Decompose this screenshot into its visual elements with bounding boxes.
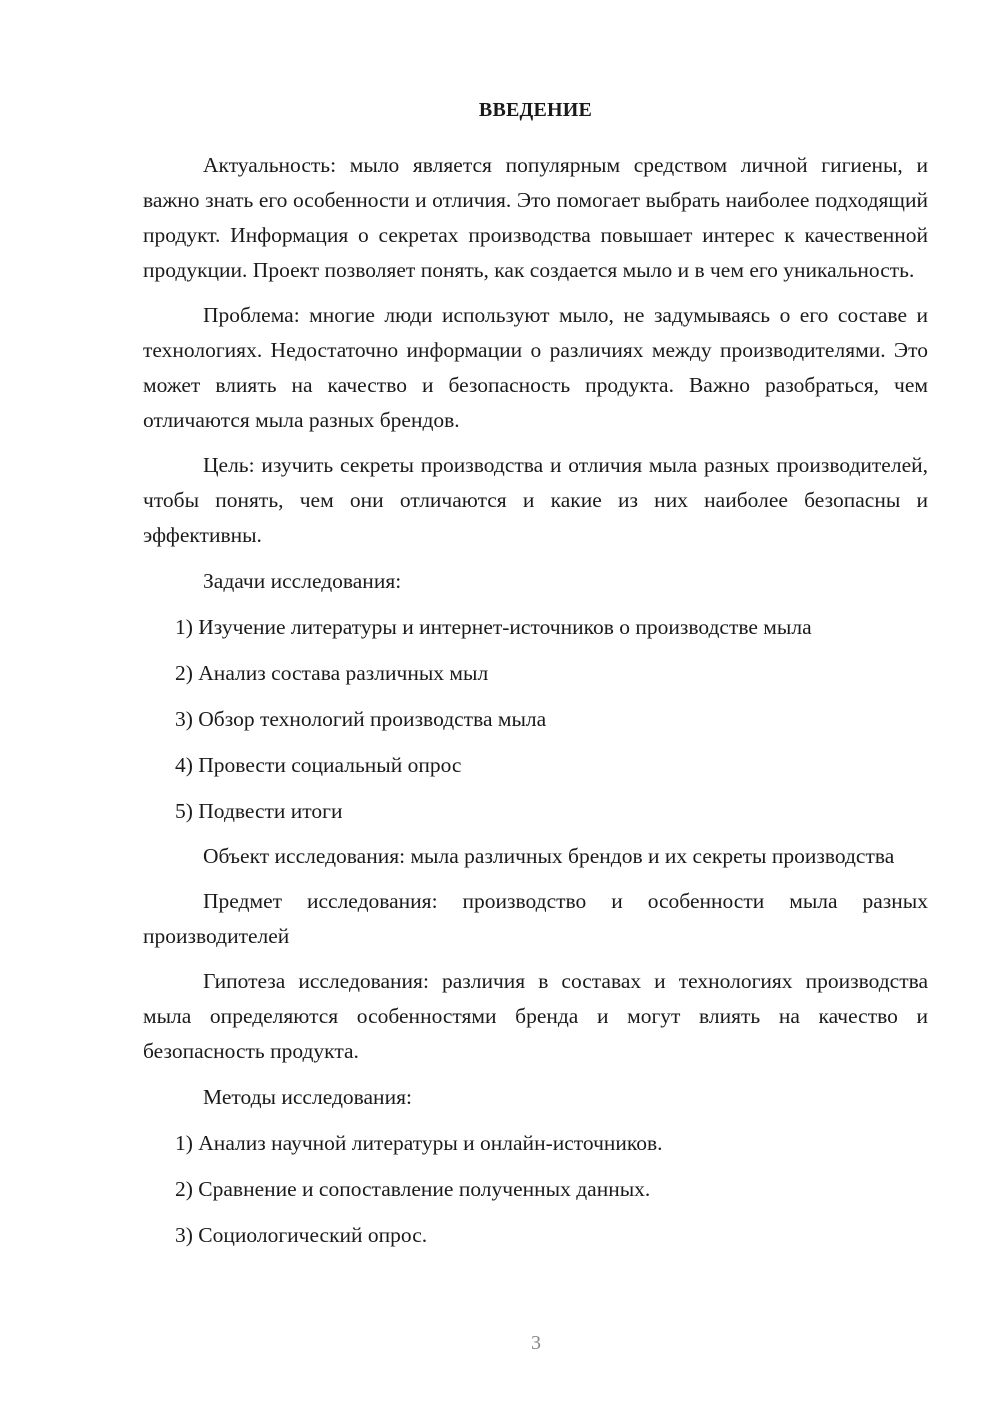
section-heading: ВВЕДЕНИЕ: [478, 99, 593, 121]
document-page: [143, 92, 928, 1263]
list-item: 5) Подвести итоги: [175, 799, 343, 823]
list-item: 3) Обзор технологий производства мыла: [175, 707, 547, 731]
goal-paragraph: Цель: изучить секреты производства и отличия мыла разных производителей, чтобы понять, чем они отличаются и какие из них наиболее безопасны и эффективны.: [143, 453, 928, 547]
methods-title: Методы исследования:: [203, 1085, 412, 1109]
relevance-paragraph: Актуальность: мыло является популярным средством личной гигиены, и важно знать его особенности и отличия. Это помогает выбрать наиболее подходящий продукт. Информация о секретах производства повышает интерес к качественной продукции. Проект позволяет понять, как создается мыло и в чем его уникальность.: [143, 153, 928, 282]
list-item: 2) Сравнение и сопоставление полученных данных.: [175, 1177, 651, 1201]
methods-list: [143, 1125, 928, 1253]
subject-paragraph: Предмет исследования: производство и особенности мыла разных производителей: [143, 889, 928, 948]
tasks-list: [143, 609, 928, 829]
list-item: 4) Провести социальный опрос: [175, 753, 462, 777]
list-item: 3) Социологический опрос.: [175, 1223, 428, 1247]
problem-paragraph: Проблема: многие люди используют мыло, не задумываясь о его составе и технологиях. Недостаточно информации о различиях между производителями. Это может влиять на качество и безопасность продукта. Важно разобраться, чем отличаются мыла разных брендов.: [143, 303, 928, 432]
list-item: 1) Анализ научной литературы и онлайн-источников.: [175, 1131, 663, 1155]
tasks-title: Задачи исследования:: [203, 569, 402, 593]
object-paragraph: Объект исследования: мыла различных брендов и их секреты производства: [203, 844, 895, 868]
page-number: 3: [531, 1332, 541, 1354]
list-item: 2) Анализ состава различных мыл: [175, 661, 489, 685]
hypothesis-paragraph: Гипотеза исследования: различия в составах и технологиях производства мыла определяются особенностями бренда и могут влиять на качество и безопасность продукта.: [143, 969, 928, 1063]
list-item: 1) Изучение литературы и интернет-источников о производстве мыла: [175, 615, 812, 639]
